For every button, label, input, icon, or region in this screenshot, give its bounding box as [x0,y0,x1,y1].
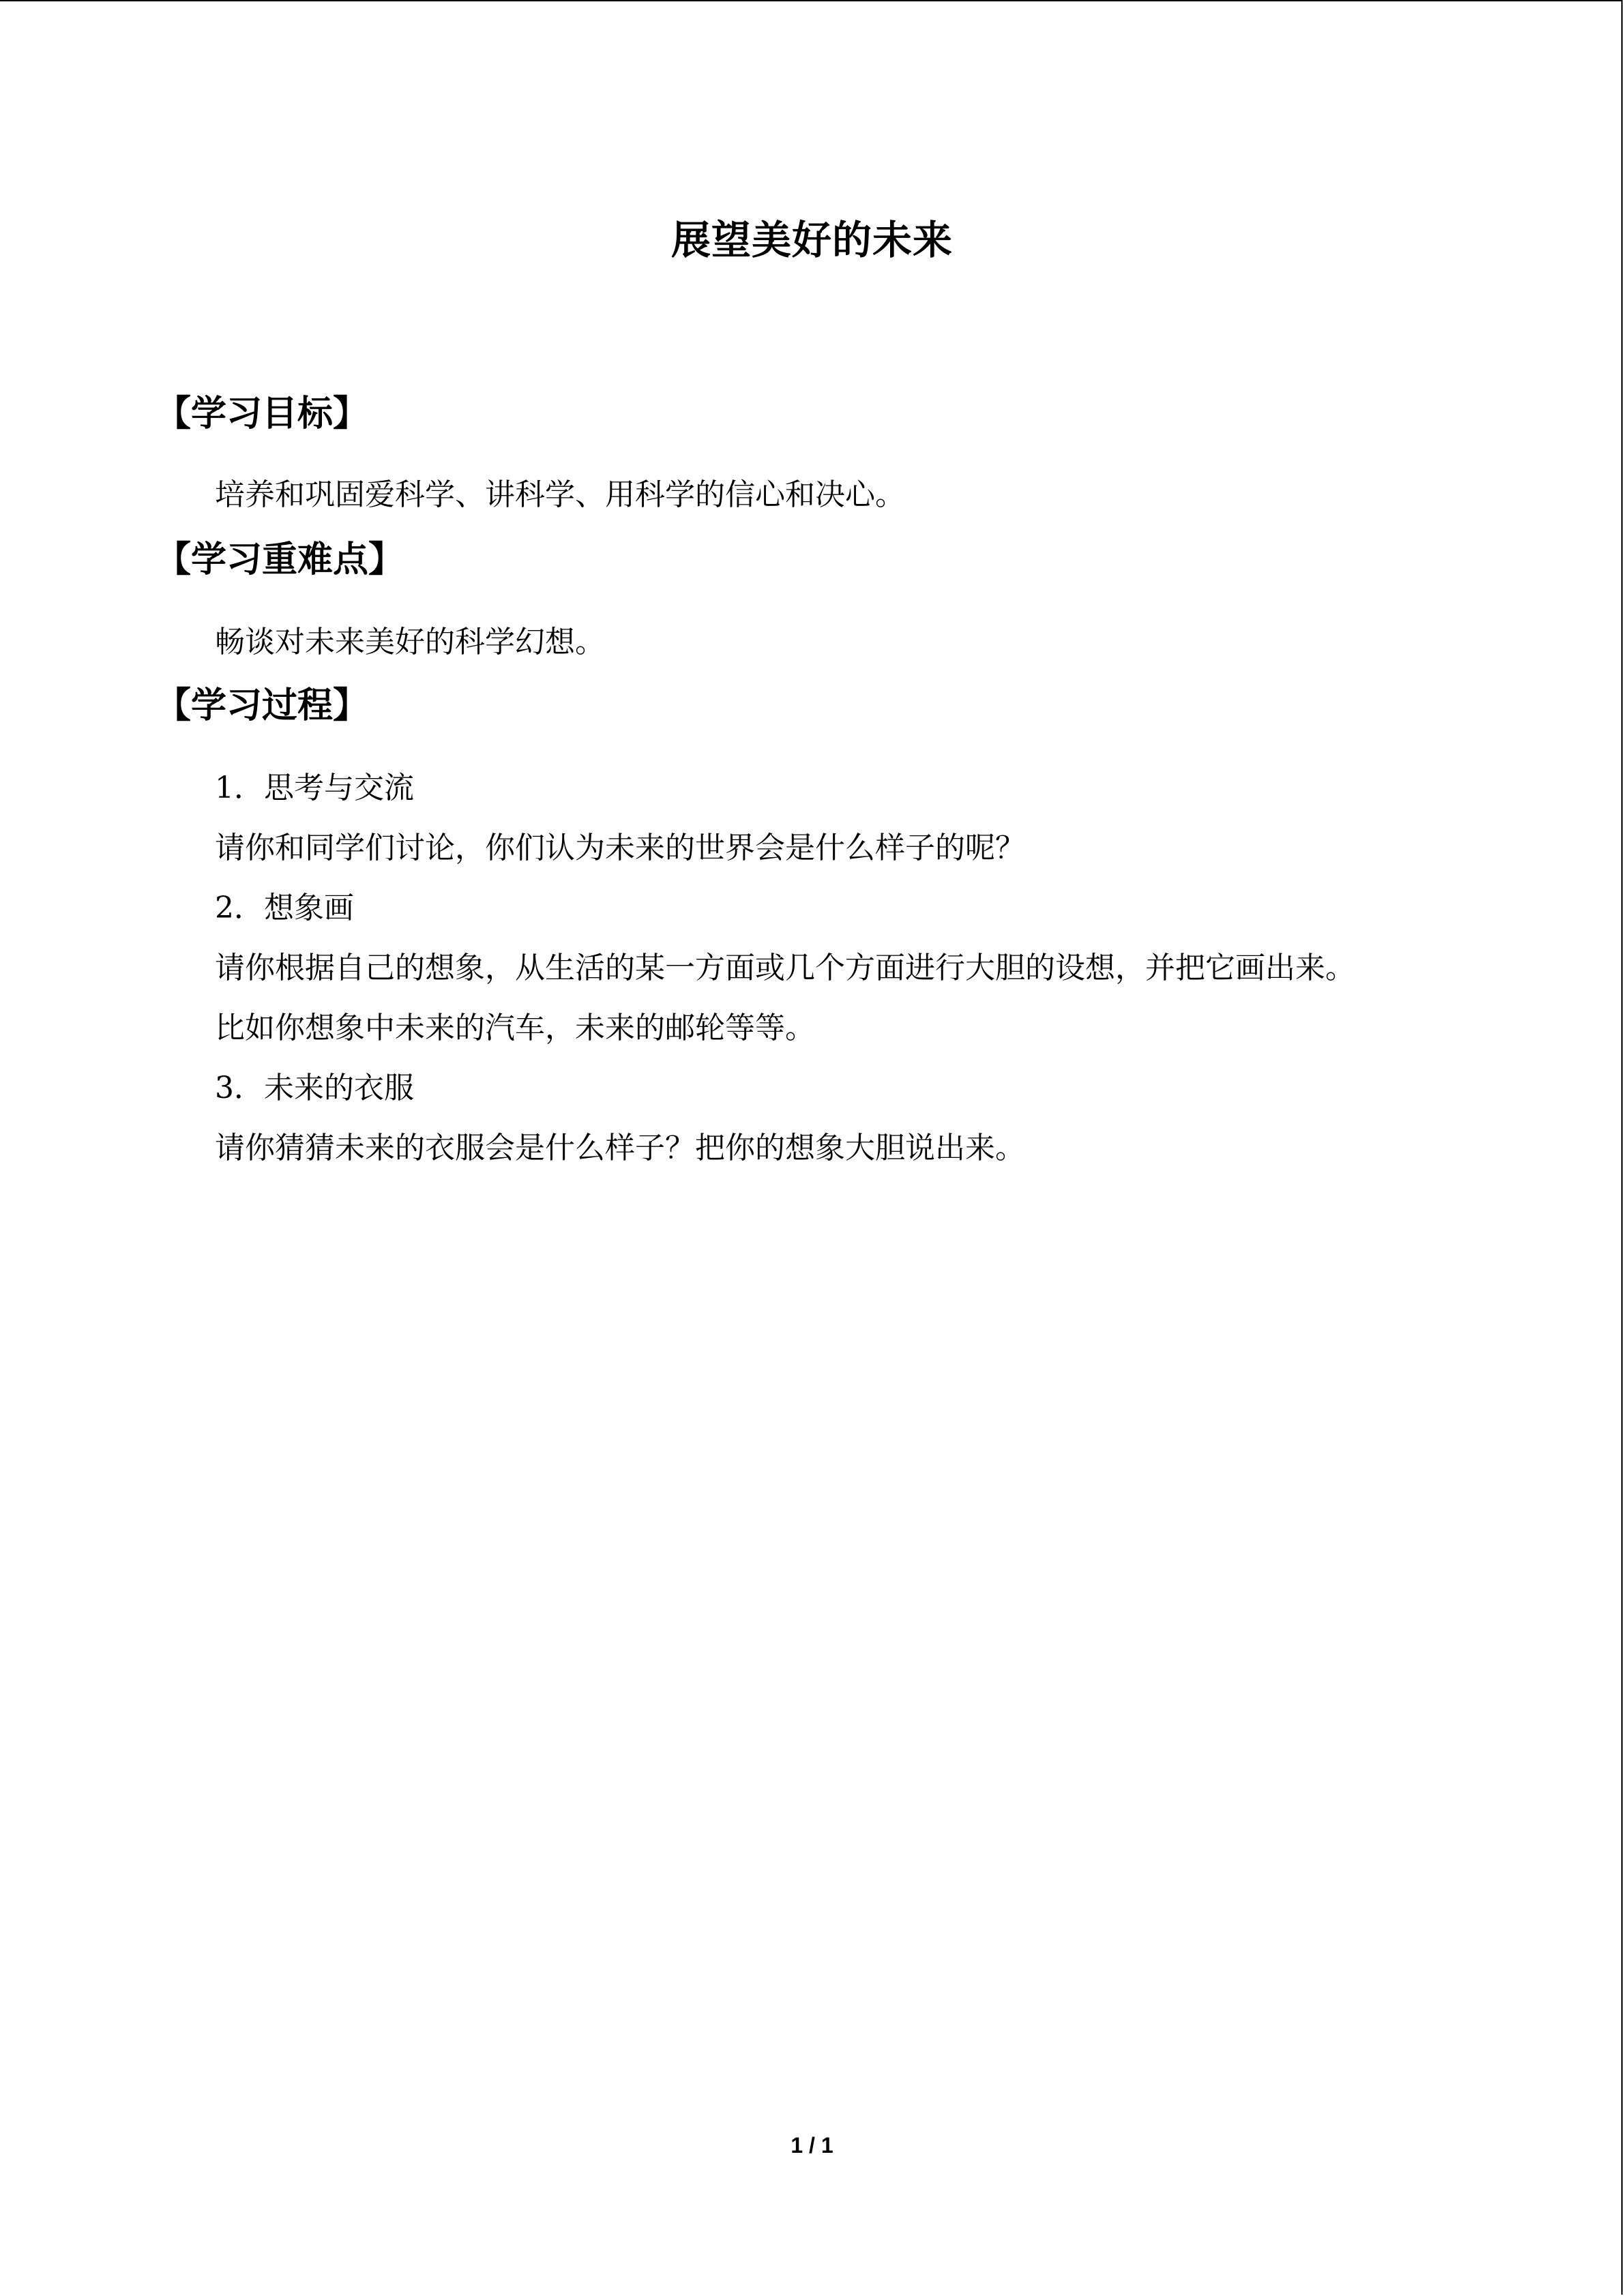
process-step-3-text: 请你猜猜未来的衣服会是什么样子？把你的想象大胆说出来。 [215,1131,1025,1165]
key-points-paragraph: 畅谈对未来美好的科学幻想。 [215,625,605,659]
section-heading-process: 【学习过程】 [156,685,369,726]
page-number: 1 / 1 [791,2133,833,2158]
process-step-2-text-2: 比如你想象中未来的汽车，未来的邮轮等等。 [215,1011,815,1045]
goals-paragraph: 培养和巩固爱科学、讲科学、用科学的信心和决心。 [215,477,905,512]
document-title: 展望美好的未来 [670,217,953,263]
process-step-3-title: 3．未来的衣服 [215,1071,414,1105]
section-heading-key-points: 【学习重难点】 [156,539,404,580]
process-step-1-text: 请你和同学们讨论，你们认为未来的世界会是什么样子的呢？ [215,831,1025,865]
process-step-2-text-1: 请你根据自己的想象，从生活的某一方面或几个方面进行大胆的设想，并把它画出来。 [215,951,1355,985]
process-step-2-title: 2．想象画 [215,891,354,925]
process-step-1-title: 1．思考与交流 [215,771,414,805]
section-heading-goals: 【学习目标】 [156,393,369,434]
